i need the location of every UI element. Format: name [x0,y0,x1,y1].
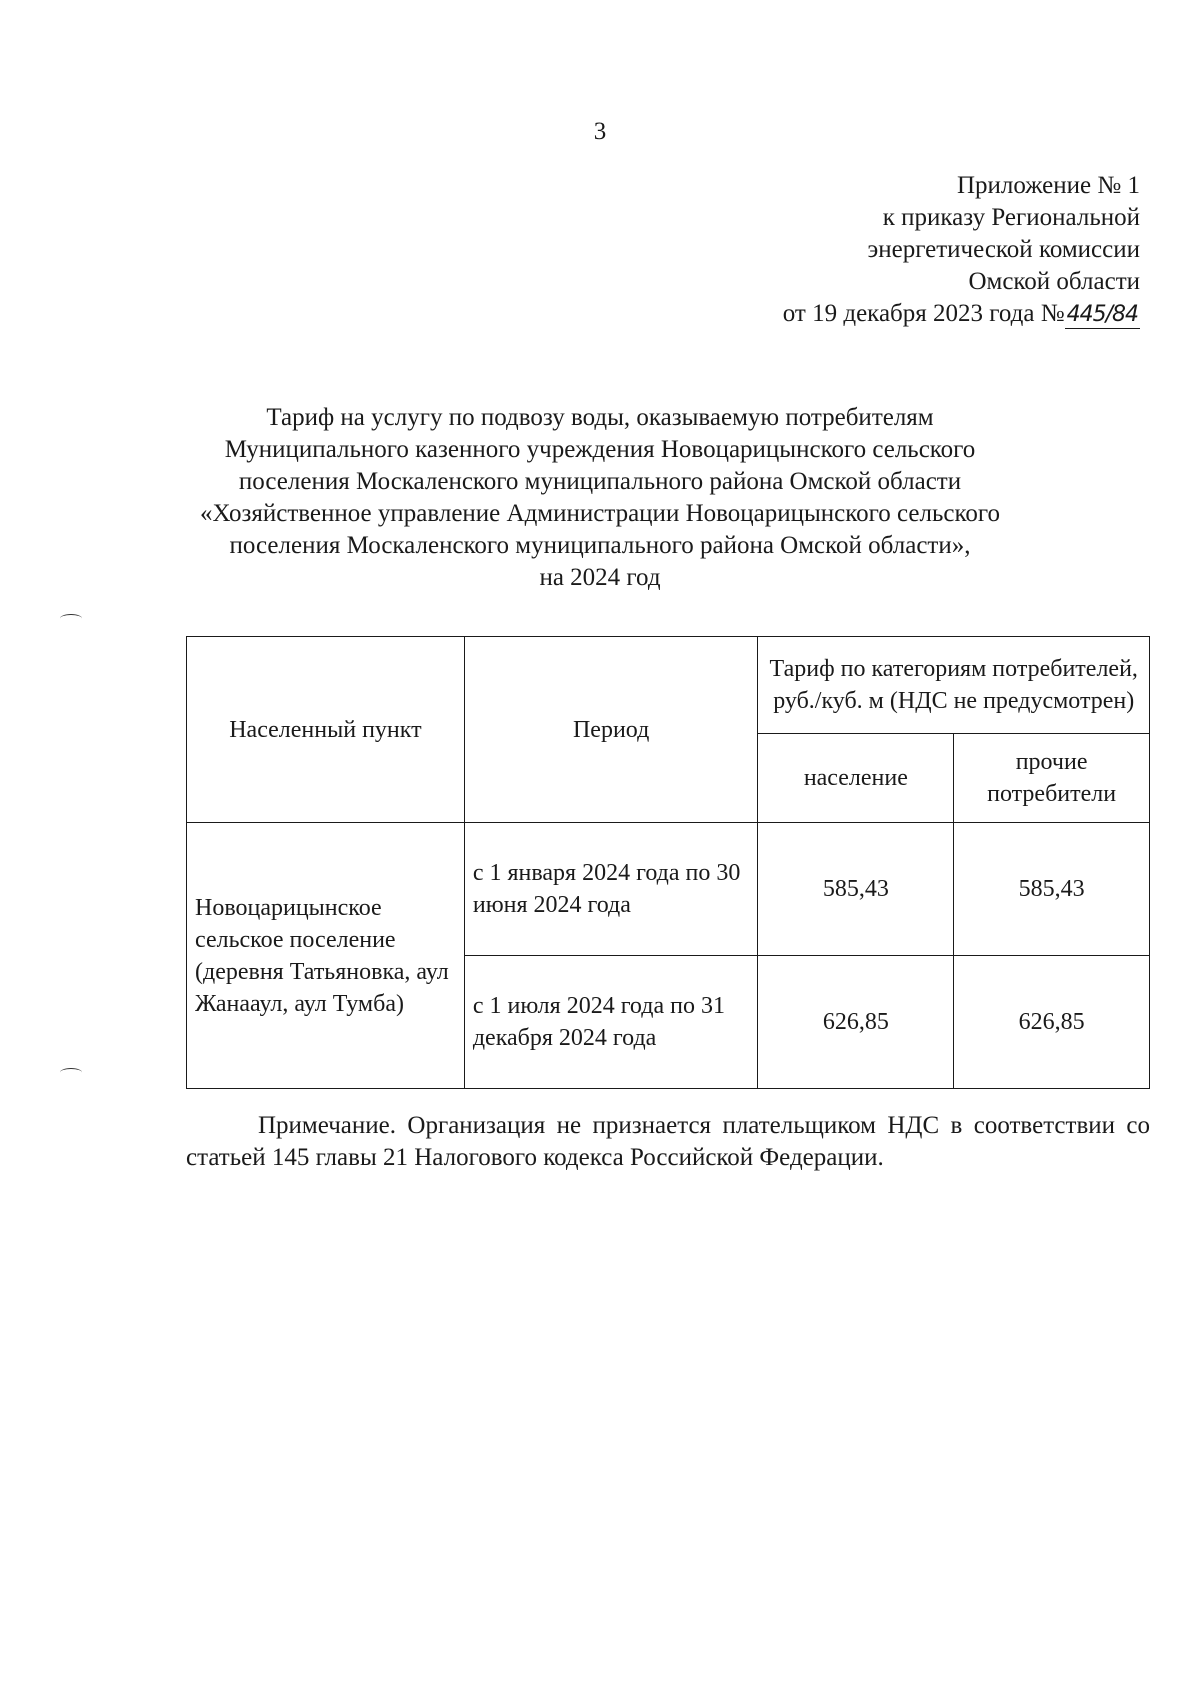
appendix-header [783,170,1140,330]
header-period: Период [464,637,758,823]
title-line: Муниципального казенного учреждения Новоцарицынского сельского [224,436,976,463]
title-line: на 2024 год [539,564,661,591]
title-line: поселения Москаленского муниципального района Омской области [238,468,962,495]
title-line: поселения Москаленского муниципального района Омской области», [229,532,971,559]
appendix-line: Омской области [968,268,1140,295]
period-cell: с 1 июля 2024 года по 31 декабря 2024 года [464,956,758,1089]
table-header-row [187,637,1150,734]
appendix-line: Приложение № 1 [956,172,1140,199]
other-tariff-cell: 585,43 [954,823,1150,956]
table-row [187,823,1150,956]
header-settlement: Населенный пункт [187,637,465,823]
appendix-date-prefix: от 19 декабря 2023 года № [782,300,1065,327]
title-line: «Хозяйственное управление Администрации Новоцарицынского сельского [199,500,1000,527]
tariff-table [186,636,1150,1089]
document-title [150,402,1050,594]
other-tariff-cell: 626,85 [954,956,1150,1089]
title-line: Тариф на услугу по подвозу воды, оказываемую потребителям [266,404,934,431]
period-cell: с 1 января 2024 года по 30 июня 2024 года [464,823,758,956]
settlement-cell: Новоцарицынское сельское поселение (деревня Татьяновка, аул Жанааул, аул Тумба) [187,823,465,1089]
population-tariff-cell: 626,85 [758,956,954,1089]
page-number: 3 [593,118,607,145]
order-number-handwritten: 445/84 [1066,302,1138,327]
population-tariff-cell: 585,43 [758,823,954,956]
appendix-line: энергетической комиссии [867,236,1140,263]
header-tariff-group: Тариф по категориям потребителей, руб./куб. м (НДС не предусмотрен) [758,637,1150,734]
scan-punch-mark [60,614,82,623]
note-paragraph: Примечание. Организация не признается плательщиком НДС в соответствии со статьей 145 главы 21 Налогового кодекса Российской Федерации. [186,1112,1150,1171]
header-other-consumers: прочие потребители [954,734,1150,823]
header-population: население [758,734,954,823]
scan-punch-mark [60,1068,82,1077]
appendix-line: к приказу Региональной [882,204,1140,231]
appendix-date-line [783,298,1140,330]
